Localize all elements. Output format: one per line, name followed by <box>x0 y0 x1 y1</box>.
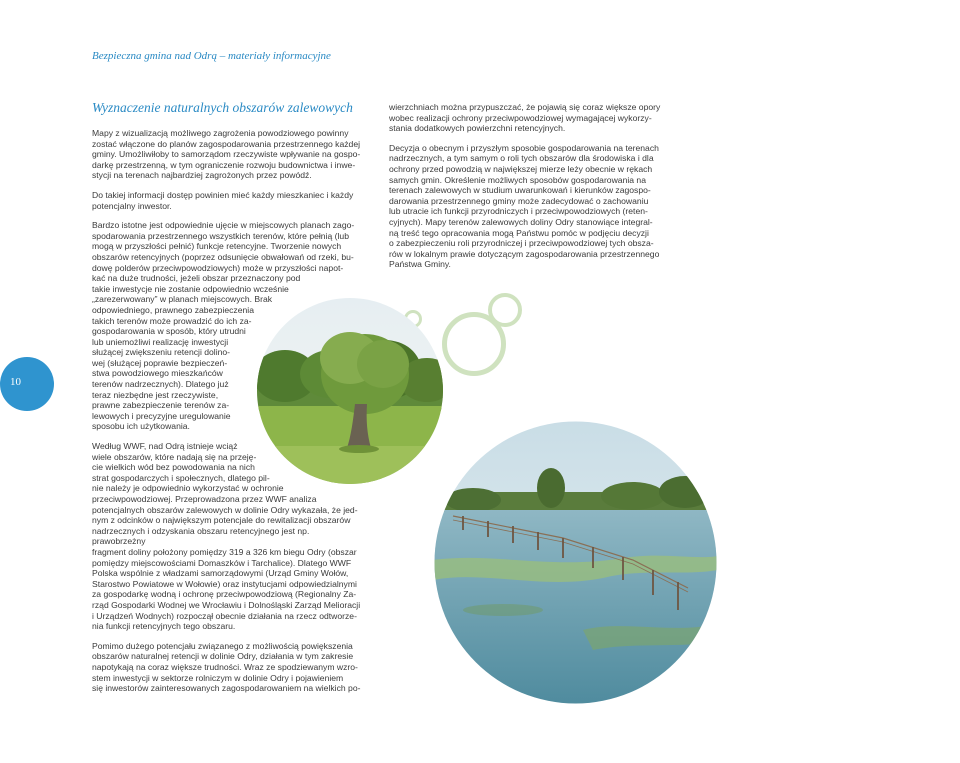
right-column <box>389 102 663 279</box>
flooded-meadow-fence-photo <box>433 420 718 705</box>
page-number: 10 <box>10 376 21 388</box>
paragraph-maps: Mapy z wizualizacją możliwego zagrożenia powodziowego powinny zostać włączone do planów zagospodarowania przestrzennego każdej gminy. Umożliwiłoby to samorządom rzeczywiste wpływanie na gospo- darkę przestrzenną, w tym ograniczenie rozwoju budownictwa i inwe- stycji na terenach najbardziej zagrożonych przez powódź. <box>92 128 361 181</box>
paragraph-decision: Decyzja o obecnym i przyszłym sposobie gospodarowania na terenach nadrzecznych, a tym samym o roli tych obszarów dla środowiska i dla ochrony przed powodzią w największej mierze leży obecnie w rękach samych gmin. Określenie możliwych sposobów gospodarowania na terenach zalewowych w studium uwarunkowań i kierunków zagospo- darowania przestrzennego gminy może zadecydować o zachowaniu lub utracie ich funkcji przyrodniczych i przeciwpowodziowych (reten- cyjnych). Mapy terenów zalewowych doliny Odry stanowiące integral- ną treść tego opracowania mogą Państwu pomóc w podjęciu decyzji o zabezpieczeniu roli przyrodniczej i przeciwpowodziowej tych obsza- rów w lokalnym prawie dotyczącym zagospodarowania przestrzennego Państwa Gminy. <box>389 142 660 270</box>
paragraph-access: Do takiej informacji dostęp powinien mieć każdy mieszkaniec i każdy potencjalny inwestor. <box>92 189 354 211</box>
section-title: Wyznaczenie naturalnych obszarów zalewowych <box>92 100 353 115</box>
paragraph-wwf: Według WWF, nad Odrą istnieje wciąż wiele obszarów, które nadają się na przeję- cie wielkich wód bez powodowania na nich strat gospodarczych i społecznych, dlatego pil- nie należy je odpowiednio wykorzystać w ochronie przeciwpowodziowej. Przeprowadzona przez WWF analiza potencjalnych obszarów zalewowych w dolinie Odry wykazała, że jed- nym z odcinków o największym potencjale do rewitalizacji obszarów nadrzecznych i odzyskania obszaru retencyjnego jest np. prawobrzeżny fragment doliny położony pomiędzy 319 a 326 km biegu Odry (obszar pomiędzy miejscowościami Domaszków i Tarchalice). Dlatego WWF Polska wspólnie z władzami samorządowymi (Urząd Gminy Wołów, Starostwo Powiatowe w Wołowie) oraz instytucjami odpowiedzialnymi za gospodarkę wodną i ochronę przeciwpowodziową (Regionalny Za- rząd Gospodarki Wodnej we Wrocławiu i Dolnośląski Zarząd Melioracji i Urządzeń Wodnych) rozpoczął obecnie działania na rzecz odtworze- nia funkcji retencyjnych tego obszaru. <box>92 441 361 632</box>
paragraph-resistance: wierzchniach można przypuszczać, że pojawią się coraz większe opory wobec realizacji ochrony przeciwpowodziowej wymagającej wykorzy- stania dodatkowych powierzchni retencyjnych. <box>389 102 661 134</box>
paragraph-potential: Pomimo dużego potencjału związanego z możliwością powiększenia obszarów naturalnej retencji w dolinie Odry, działania w tym zakresie napotykają na coraz większe trudności. Wraz ze spodziewanym wzro- stem inwestycji w sektorze rolniczym w dolinie Odry i pojawieniem się inwestorów zainteresowanych zagospodarowaniem na wielkich po- <box>92 640 361 694</box>
running-header: Bezpieczna gmina nad Odrą – materiały informacyjne <box>92 50 331 62</box>
page-number-badge <box>0 357 54 411</box>
willow-tree-meadow-photo <box>255 296 445 486</box>
paragraph-retention: Bardzo istotne jest odpowiednie ujęcie w miejscowych planach zago- spodarowania przestrzennego wszystkich terenów, które pełnią (lub mogą w przyszłości pełnić) funkcje retencyjne. Tworzenie nowych obszarów retencyjnych (poprzez odsunięcie obwałowań od rzeki, bu- dowę polderów przeciwpowodziowych) może w przyszłości napot- kać na duże trudności, jeżeli obszar przeznaczony pod takie inwestycje nie zostanie odpowiednio wcześnie „zarezerwowany” w planach miejscowych. Brak odpowiedniego, prawnego zabezpieczenia takich terenów może prowadzić do ich za- gospodarowania w sposób, który utrudni lub uniemożliwi realizację inwestycji służącej zwiększeniu retencji dolino- wej (służącej poprawie bezpieczeń- stwa powodziowego mieszkańców terenów nadrzecznych). Dlatego już teraz niezbędne jest rzeczywiste, prawne zabezpieczenie terenów za- lewowych i precyzyjne uregulowanie sposobu ich użytkowania. <box>92 220 355 432</box>
decorative-ring-medium <box>488 293 522 327</box>
